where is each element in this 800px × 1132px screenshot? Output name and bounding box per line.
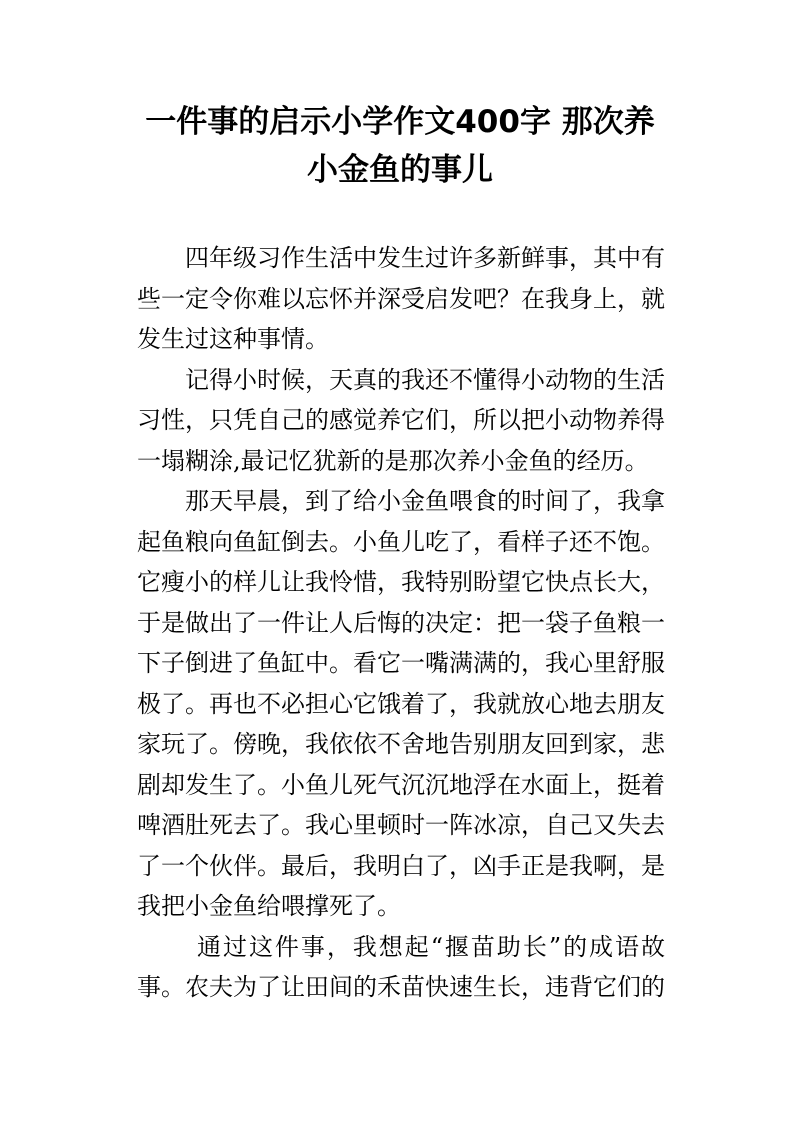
paragraph: 四年级习作生活中发生过许多新鲜事，其中有些一定令你难以忘怀并深受启发吧？在我身上，就发生过这种事情。 (137, 244, 665, 353)
document-body (137, 238, 665, 1008)
document-title (110, 98, 690, 194)
title-line: 小金鱼的事儿 (307, 152, 493, 188)
paragraph: 记得小时候，天真的我还不懂得小动物的生活习性，只凭自己的感觉养它们，所以把小动物养得一塌糊涂,最记忆犹新的是那次养小金鱼的经历。 (137, 365, 665, 475)
title-line: 一件事的启示小学作文400字 那次养 (145, 104, 655, 140)
paragraph: 通过这件事，我想起“揠苗助长”的成语故事。农夫为了让田间的禾苗快速生长，违背它们的 (137, 932, 665, 1001)
paragraph: 那天早晨，到了给小金鱼喂食的时间了，我拿起鱼粮向鱼缸倒去。小鱼儿吃了，看样子还不饱。它瘦小的样儿让我怜惜，我特别盼望它快点长大，于是做出了一件让人后悔的决定：把一袋子鱼粮一下子倒进了鱼缸中。看它一嘴满满的，我心里舒服极了。再也不必担心它饿着了，我就放心地去朋友家玩了。傍晚，我依依不舍地告别朋友回到家，悲剧却发生了。小鱼儿死气沉沉地浮在水面上，挺着啤酒肚死去了。我心里顿时一阵冰凉，自己又失去了一个伙伴。最后，我明白了，凶手正是我啊，是我把小金鱼给喂撑死了。 (137, 487, 665, 920)
